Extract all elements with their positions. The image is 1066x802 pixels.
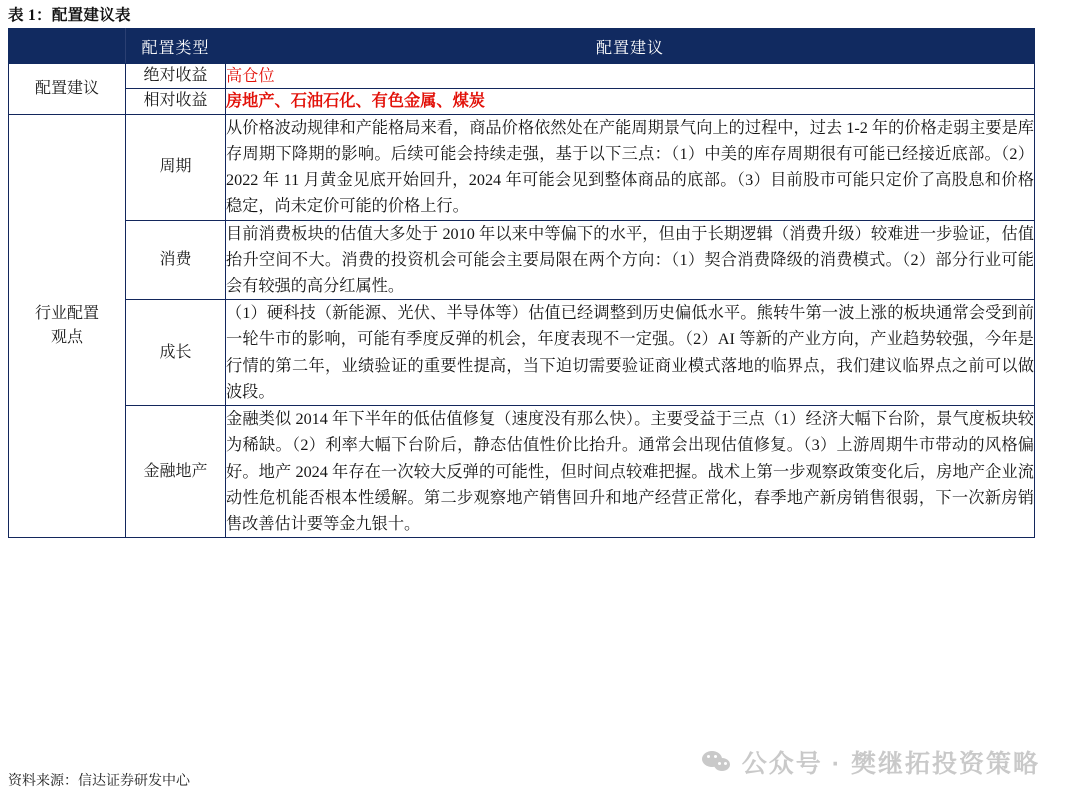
watermark-text: 公众号 · 樊继拓投资策略 bbox=[741, 750, 1040, 778]
table-header-row bbox=[9, 29, 1035, 64]
section-label-line-2: 观点 bbox=[50, 328, 83, 346]
header-corner-cell bbox=[9, 29, 126, 64]
table-row bbox=[9, 89, 1035, 114]
section-label-industry-allocation-view bbox=[9, 114, 126, 538]
watermark bbox=[702, 744, 1040, 780]
row-type-relative-return: 相对收益 bbox=[126, 89, 226, 114]
row-type-consumption: 消费 bbox=[126, 220, 226, 300]
header-type-column: 配置类型 bbox=[126, 29, 226, 64]
wechat-icon bbox=[702, 749, 732, 775]
row-value-consumption: 目前消费板块的估值大多处于 2010 年以来中等偏下的水平，但由于长期逻辑（消费升级）较难进一步验证，估值抬升空间不大。消费的投资机会可能会主要局限在两个方向：（1）契合消费降级的消费模式。（2）部分行业可能会有较强的高分红属性。 bbox=[226, 220, 1035, 300]
table-row bbox=[9, 406, 1035, 538]
source-note: 资料来源：信达证券研发中心 bbox=[8, 774, 190, 789]
table-row bbox=[9, 300, 1035, 406]
row-value-absolute-return: 高仓位 bbox=[226, 64, 1035, 89]
row-type-absolute-return: 绝对收益 bbox=[126, 64, 226, 89]
table-row bbox=[9, 220, 1035, 300]
section-label-allocation-advice: 配置建议 bbox=[9, 64, 126, 115]
row-type-cycle: 周期 bbox=[126, 114, 226, 220]
table-row bbox=[9, 114, 1035, 220]
row-type-financial-realestate: 金融地产 bbox=[126, 406, 226, 538]
header-advice-column: 配置建议 bbox=[226, 29, 1035, 64]
figure-caption: 表 1：配置建议表 bbox=[8, 7, 131, 24]
row-value-growth: （1）硬科技（新能源、光伏、半导体等）估值已经调整到历史偏低水平。熊转牛第一波上涨的板块通常会受到前一轮牛市的影响，可能有季度反弹的机会，年度表现不一定强。（2）AI 等新的产业方向，产业趋势较强，今年是行情的第二年，业绩验证的重要性提高，当下迫切需要验证商业模式落地的临界点，我们建议临界点之前可以做波段。 bbox=[226, 300, 1035, 406]
row-type-growth: 成长 bbox=[126, 300, 226, 406]
row-value-relative-return: 房地产、石油石化、有色金属、煤炭 bbox=[226, 89, 1035, 114]
row-value-financial-realestate: 金融类似 2014 年下半年的低估值修复（速度没有那么快）。主要受益于三点（1）经济大幅下台阶，景气度板块较为稀缺。（2）利率大幅下台阶后，静态估值性价比抬升。通常会出现估值修复。（3）上游周期牛市带动的风格偏好。地产 2024 年存在一次较大反弹的可能性，但时间点较难把握。战术上第一步观察政策变化后，房地产企业流动性危机能否根本性缓解。第二步观察地产销售回升和地产经营正常化，春季地产新房销售很弱，下一次新房销售改善估计要等金九银十。 bbox=[226, 406, 1035, 538]
row-value-cycle: 从价格波动规律和产能格局来看，商品价格依然处在产能周期景气向上的过程中，过去 1-2 年的价格走弱主要是库存周期下降期的影响。后续可能会持续走强，基于以下三点：（1）中美的库存周期很有可能已经接近底部。（2）2022 年 11 月黄金见底开始回升，2024 年可能会见到整体商品的底部。（3）目前股市可能只定价了高股息和价格稳定，尚未定价可能的价格上行。 bbox=[226, 114, 1035, 220]
section-label-line-1: 行业配置 bbox=[34, 304, 99, 322]
table-row bbox=[9, 64, 1035, 89]
configuration-advice-table bbox=[8, 28, 1035, 538]
